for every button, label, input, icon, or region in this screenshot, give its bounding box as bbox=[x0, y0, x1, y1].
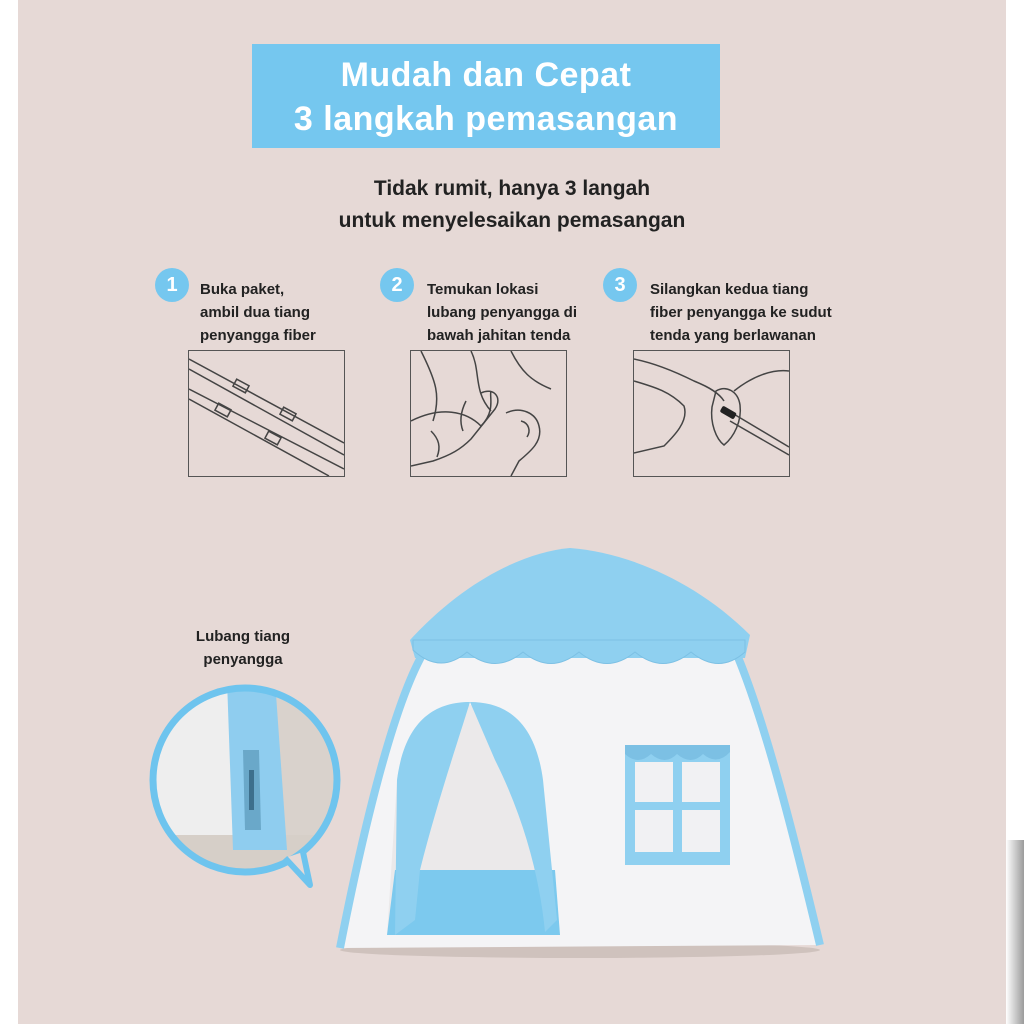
step-1-number-badge: 1 bbox=[155, 268, 189, 302]
hands-drawing bbox=[411, 351, 566, 476]
callout-line2: penyangga bbox=[203, 651, 283, 668]
step-3-text bbox=[650, 278, 832, 347]
step-2-text bbox=[427, 278, 577, 347]
banner-title-line1: Mudah dan Cepat bbox=[340, 56, 632, 94]
right-margin bbox=[1006, 0, 1024, 1024]
step-3-number-badge: 3 bbox=[603, 268, 637, 302]
step-1-illustration bbox=[188, 350, 345, 477]
play-tent-image bbox=[325, 540, 830, 960]
step-2-line3: bawah jahitan tenda bbox=[427, 327, 571, 344]
step-3-illustration bbox=[633, 350, 790, 477]
subtitle-line1: Tidak rumit, hanya 3 langah bbox=[373, 177, 651, 200]
step-3-line3: tenda yang berlawanan bbox=[650, 327, 816, 344]
step-2-line1: Temukan lokasi bbox=[427, 281, 539, 298]
step-2-line2: lubang penyangga di bbox=[427, 304, 578, 321]
fiber-poles-drawing bbox=[189, 351, 344, 476]
step-2-number-badge: 2 bbox=[380, 268, 414, 302]
step-2-illustration bbox=[410, 350, 567, 477]
banner-title-line2: 3 langkah pemasangan bbox=[293, 100, 679, 138]
step-1-text bbox=[200, 278, 316, 347]
header-banner bbox=[252, 44, 720, 148]
subtitle-line2: untuk menyelesaikan pemasangan bbox=[338, 209, 686, 232]
callout-label bbox=[168, 625, 318, 671]
step-3-line2: fiber penyangga ke sudut bbox=[650, 304, 832, 321]
callout-line1: Lubang tiang bbox=[195, 628, 291, 645]
step-1-line3: penyangga fiber bbox=[200, 327, 316, 344]
step-1-line2: ambil dua tiang bbox=[200, 304, 311, 321]
left-margin bbox=[0, 0, 18, 1024]
step-3-line1: Silangkan kedua tiang bbox=[650, 281, 809, 298]
step-1-line1: Buka paket, bbox=[200, 281, 285, 298]
pole-insert-drawing bbox=[634, 351, 789, 476]
scroll-shadow bbox=[1006, 840, 1024, 1024]
